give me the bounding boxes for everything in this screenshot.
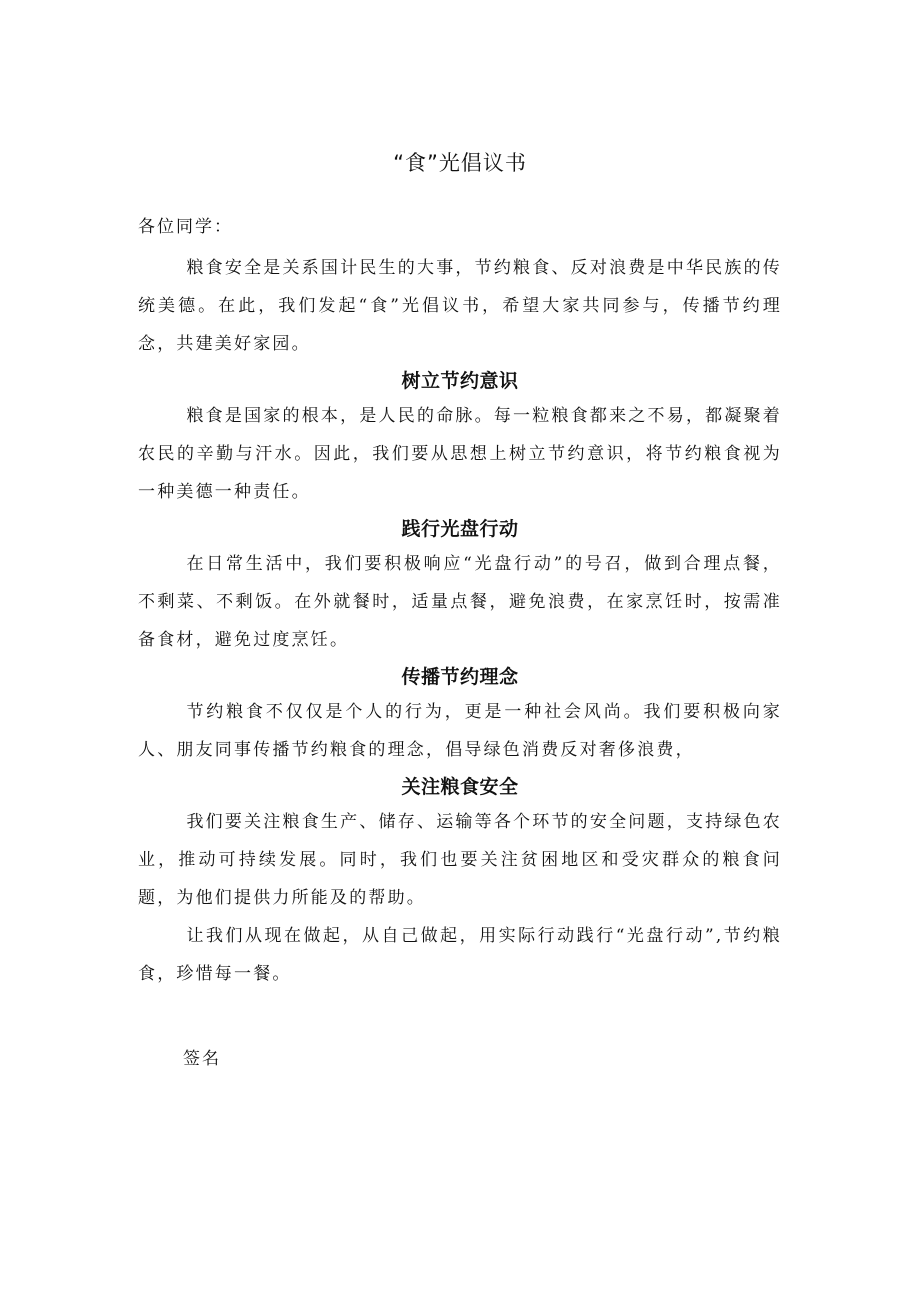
section-spread-ideas (138, 661, 782, 769)
intro-paragraph: 粮食安全是关系国计民生的大事，节约粮食、反对浪费是中华民族的传统美德。在此，我们发起“食”光倡议书，希望大家共同参与，传播节约理念，共建美好家园。 (138, 258, 782, 354)
section-paragraph: 节约粮食不仅仅是个人的行为，更是一种社会风尚。我们要积极向家人、朋友同事传播节约粮食的理念，倡导绿色消费反对奢侈浪费， (138, 702, 782, 760)
section-heading: 树立节约意识 (401, 370, 519, 392)
section-heading: 践行光盘行动 (401, 518, 519, 540)
section-heading: 传播节约理念 (401, 666, 519, 688)
signature-label: 签名 (183, 1049, 221, 1069)
section-paragraph: 我们要关注粮食生产、储存、运输等各个环节的安全问题，支持绿色农业，推动可持续发展。同时，我们也要关注贫困地区和受灾群众的粮食问题，为他们提供力所能及的帮助。 (138, 812, 782, 908)
document-body (138, 212, 782, 993)
section-paragraph: 粮食是国家的根本，是人民的命脉。每一粒粮食都来之不易，都凝聚着农民的辛勤与汗水。因此，我们要从思想上树立节约意识，将节约粮食视为一种美德一种责任。 (138, 406, 782, 502)
closing-paragraph: 让我们从现在做起，从自己做起，用实际行动践行“光盘行动”,节约粮食，珍惜每一餐。 (138, 926, 782, 984)
section-awareness (138, 365, 782, 511)
document-title: “食”光倡议书 (393, 151, 527, 175)
section-paragraph: 在日常生活中，我们要积极响应“光盘行动”的号召，做到合理点餐，不剩菜、不剩饭。在外就餐时，适量点餐，避免浪费，在家烹饪时，按需准备食材，避免过度烹饪。 (138, 554, 782, 650)
section-heading: 关注粮食安全 (401, 776, 519, 798)
salutation: 各位同学： (138, 217, 233, 237)
section-clean-plate (138, 513, 782, 659)
section-food-security (138, 771, 782, 917)
